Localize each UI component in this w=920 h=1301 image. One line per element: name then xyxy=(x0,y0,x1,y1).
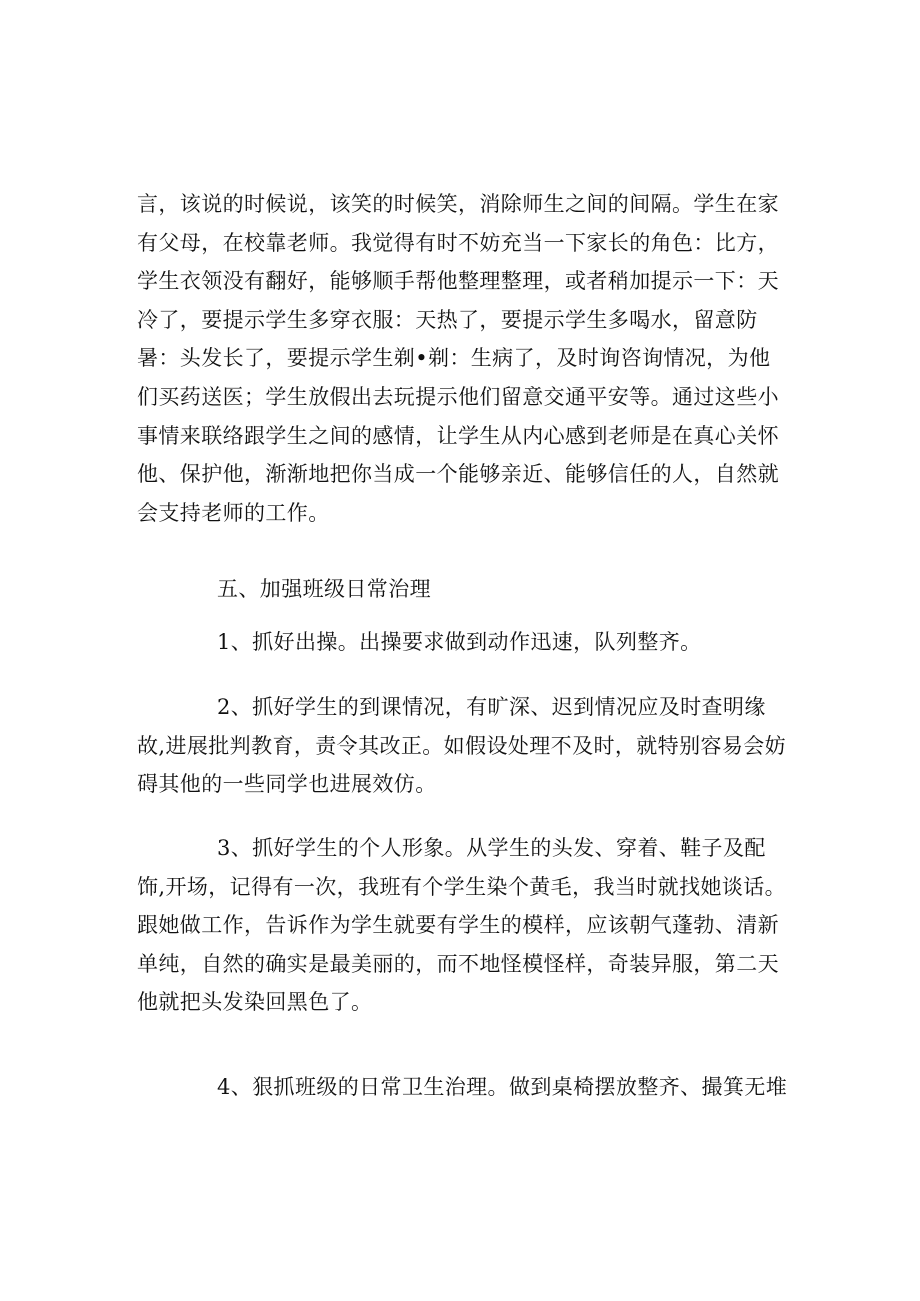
paragraph-item-3-image: 3、抓好学生的个人形象。从学生的头发、穿着、鞋子及配饰,开场，记得有一次，我班有个学生染个黄毛，我当时就找她谈话。跟她做工作，告诉作为学生就要有学生的模样，应该朝气蓬勃、清新单纯，自然的确实是最美丽的，而不地怪模怪样，奇装异服，第二天他就把头发染回黑色了。 xyxy=(137,836,787,1015)
paragraph-item-1-exercise: 1、抓好出操。出操要求做到动作迅速，队列整齐。 xyxy=(217,630,702,654)
paragraph-item-4-hygiene: 4、狠抓班级的日常卫生治理。做到桌椅摆放整齐、撮箕无堆 xyxy=(217,1075,788,1099)
paragraph-item-2-attendance: 2、抓好学生的到课情况，有旷深、迟到情况应及时查明缘故,进展批判教育，责令其改正。如假设处理不及时，就特别容易会妨碍其他的一些同学也进展效仿。 xyxy=(137,695,787,797)
section-heading-daily-management: 五、加强班级日常治理 xyxy=(217,577,431,601)
paragraph-parent-relationship: 言，该说的时候说，该笑的时候笑，消除师生之间的间隔。学生在家有父母，在校靠老师。我觉得有时不妨充当一下家长的角色：比方，学生衣领没有翻好，能够顺手帮他整理整理，或者稍加提示一下：天冷了，要提示学生多穿衣服：天热了，要提示学生多喝水，留意防暑：头发长了，要提示学生剃•剃：生病了，及时询咨询情况，为他们买药送医；学生放假出去玩提示他们留意交通平安等。通过这些小事情来联络跟学生之间的感情，让学生从内心感到老师是在真心关怀他、保护他，渐渐地把你当成一个能够亲近、能够信任的人，自然就会支持老师的工作。 xyxy=(137,192,779,525)
